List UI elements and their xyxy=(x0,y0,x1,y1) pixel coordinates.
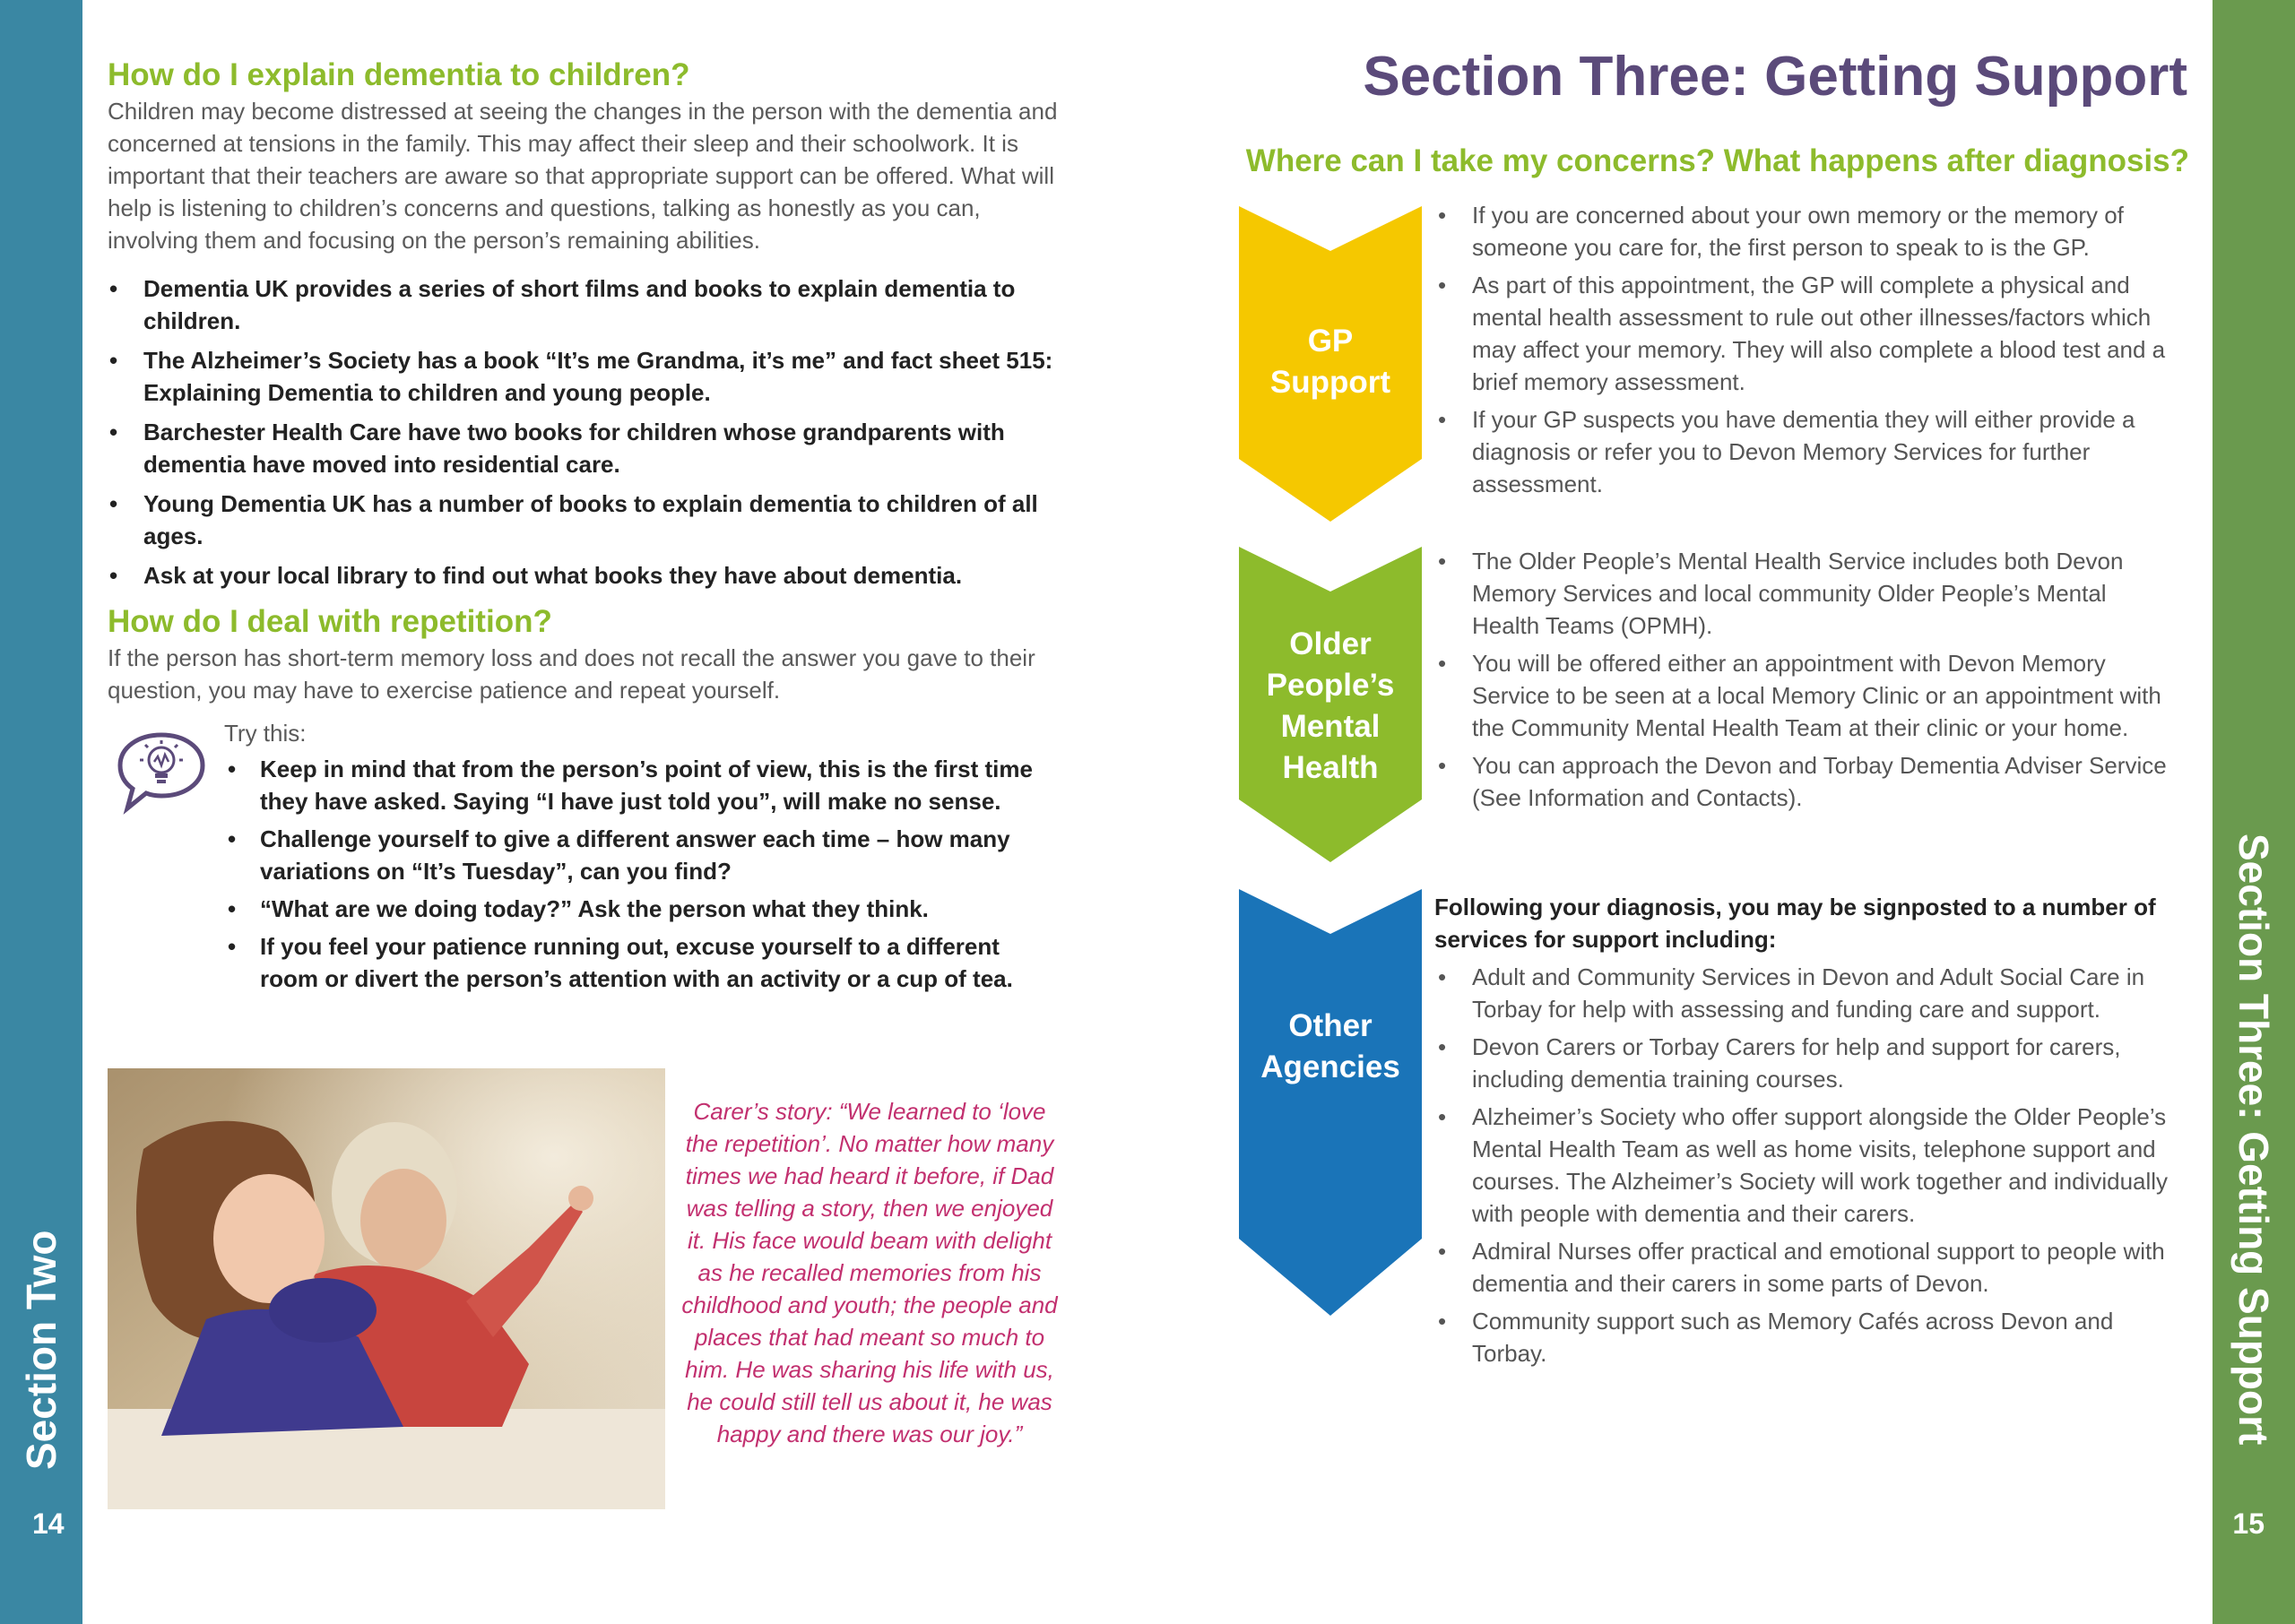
try-this-label: Try this: xyxy=(224,720,307,747)
list-item: • Alzheimer’s Society who offer support alongside the Older People’s Mental Health Team as well as home visits, telephone support and courses. The Alzheimer’s Society will work together and individually with people with dementia and their carers. xyxy=(1434,1101,2178,1230)
other-agencies-lead: Following your diagnosis, you may be signposted to a number of services for support including: xyxy=(1434,894,2156,953)
section-three-label-text: Section Three: Getting Support xyxy=(2230,834,2277,1446)
paragraph-children: Children may become distressed at seeing the changes in the person with the dementia and concerned at tensions in the family. This may affect their sleep and their schoolwork. It is important that their teachers are aware so that appropriate support can be offered. What will help is listening to children’s concerns and questions, talking as honestly as you can, involving them and focusing on the person’s remaining abilities. xyxy=(108,98,1058,254)
grandmother-child-photo xyxy=(108,1068,665,1509)
list-item: • “What are we doing today?” Ask the person what they think. xyxy=(224,893,1049,925)
resources-list xyxy=(108,272,1058,592)
mental-health-label xyxy=(1239,624,1422,789)
list-item: • Keep in mind that from the person’s point of view, this is the first time they have asked. Saying “I have just told you”, will make no sense. xyxy=(224,753,1049,817)
chevron-label-line: Support xyxy=(1269,365,1391,400)
left-page-content xyxy=(108,56,1058,706)
list-item: • Challenge yourself to give a different answer each time – how many variations on “It’s Tuesday”, can you find? xyxy=(224,823,1049,887)
list-item: • Dementia UK provides a series of short films and books to explain dementia to children. xyxy=(108,272,1058,337)
list-item: • Admiral Nurses offer practical and emotional support to people with dementia and their carers in some parts of Devon. xyxy=(1434,1235,2178,1300)
list-item: • Young Dementia UK has a number of books to explain dementia to children of all ages. xyxy=(108,488,1058,552)
list-item: • Devon Carers or Torbay Carers for help and support for carers, including dementia training courses. xyxy=(1434,1031,2178,1095)
chevron-label-line: Mental xyxy=(1280,709,1381,744)
list-item: • If you are concerned about your own memory or the memory of someone you care for, the first person to speak to is the GP. xyxy=(1434,199,2178,263)
page-number-right: 15 xyxy=(2232,1507,2265,1540)
chevron-label-line: Other xyxy=(1288,1008,1373,1043)
chevron-label-line: Older xyxy=(1289,626,1372,661)
list-item: • Ask at your local library to find out what books they have about dementia. xyxy=(108,559,1058,592)
try-this-list xyxy=(224,753,1049,1000)
section-three-title: Section Three: Getting Support xyxy=(1363,46,2187,108)
list-item: • Barchester Health Care have two books for children whose grandparents with dementia have moved into residential care. xyxy=(108,416,1058,480)
list-item: • If you feel your patience running out, excuse yourself to a different room or divert the person’s attention with an activity or a cup of tea. xyxy=(224,930,1049,995)
heading-explain-dementia: How do I explain dementia to children? xyxy=(108,57,690,92)
chevron-label-line: Agencies xyxy=(1260,1050,1400,1084)
list-item: • The Older People’s Mental Health Service includes both Devon Memory Services and local community Older People’s Mental Health Teams (OPMH). xyxy=(1434,545,2178,642)
other-agencies-chevron xyxy=(1239,889,1422,1316)
mental-health-text xyxy=(1434,545,2178,819)
list-item: • If your GP suspects you have dementia they will either provide a diagnosis or refer you to Devon Memory Services for further assessment. xyxy=(1434,403,2178,500)
chevron-label-line: People’s xyxy=(1266,668,1395,703)
heading-repetition: How do I deal with repetition? xyxy=(108,604,552,639)
chevron-label-line: Health xyxy=(1282,750,1379,785)
carer-story-quote: Carer’s story: “We learned to ‘love the repetition’. No matter how many times we had heard it before, if Dad was telling a story, then we enjoyed it. His face would beam with delight as he recalled memories from his childhood and youth; the people and places that had meant so much to him. He was sharing his life with us, he could still tell us about it, he was happy and there was our joy.” xyxy=(681,1098,1058,1447)
section-subtitle: Where can I take my concerns? What happens after diagnosis? xyxy=(1245,143,2189,178)
list-item: • As part of this appointment, the GP will complete a physical and mental health assessment to rule out other illnesses/factors which may affect your memory. They will also complete a blood test and a brief memory assessment. xyxy=(1434,269,2178,398)
paragraph-repetition: If the person has short-term memory loss and does not recall the answer you gave to their question, you may have to exercise patience and repeat yourself. xyxy=(108,644,1035,704)
list-item: • The Alzheimer’s Society has a book “It’s me Grandma, it’s me” and fact sheet 515: Explaining Dementia to children and young people. xyxy=(108,344,1058,409)
other-agencies-label xyxy=(1239,1006,1422,1088)
other-agencies-text xyxy=(1434,891,2178,1375)
list-item: • You will be offered either an appointment with Devon Memory Service to be seen at a local Memory Clinic or an appointment with the Community Mental Health Team at their clinic or your home. xyxy=(1434,647,2178,744)
list-item: • You can approach the Devon and Torbay Dementia Adviser Service (See Information and Contacts). xyxy=(1434,749,2178,814)
gp-support-label xyxy=(1239,321,1422,403)
gp-support-text xyxy=(1434,199,2178,505)
gp-support-chevron xyxy=(1239,206,1422,522)
mental-health-chevron xyxy=(1239,547,1422,862)
section-three-side-label xyxy=(2227,834,2281,1445)
page-number-left: 14 xyxy=(32,1507,65,1540)
speech-bubble-lightbulb-icon xyxy=(115,728,208,817)
list-item: • Community support such as Memory Cafés across Devon and Torbay. xyxy=(1434,1305,2178,1369)
chevron-label-line: GP xyxy=(1307,324,1354,358)
list-item: • Adult and Community Services in Devon and Adult Social Care in Torbay for help with assessing and funding care and support. xyxy=(1434,961,2178,1025)
section-two-label-text: Section Two xyxy=(18,1230,65,1470)
